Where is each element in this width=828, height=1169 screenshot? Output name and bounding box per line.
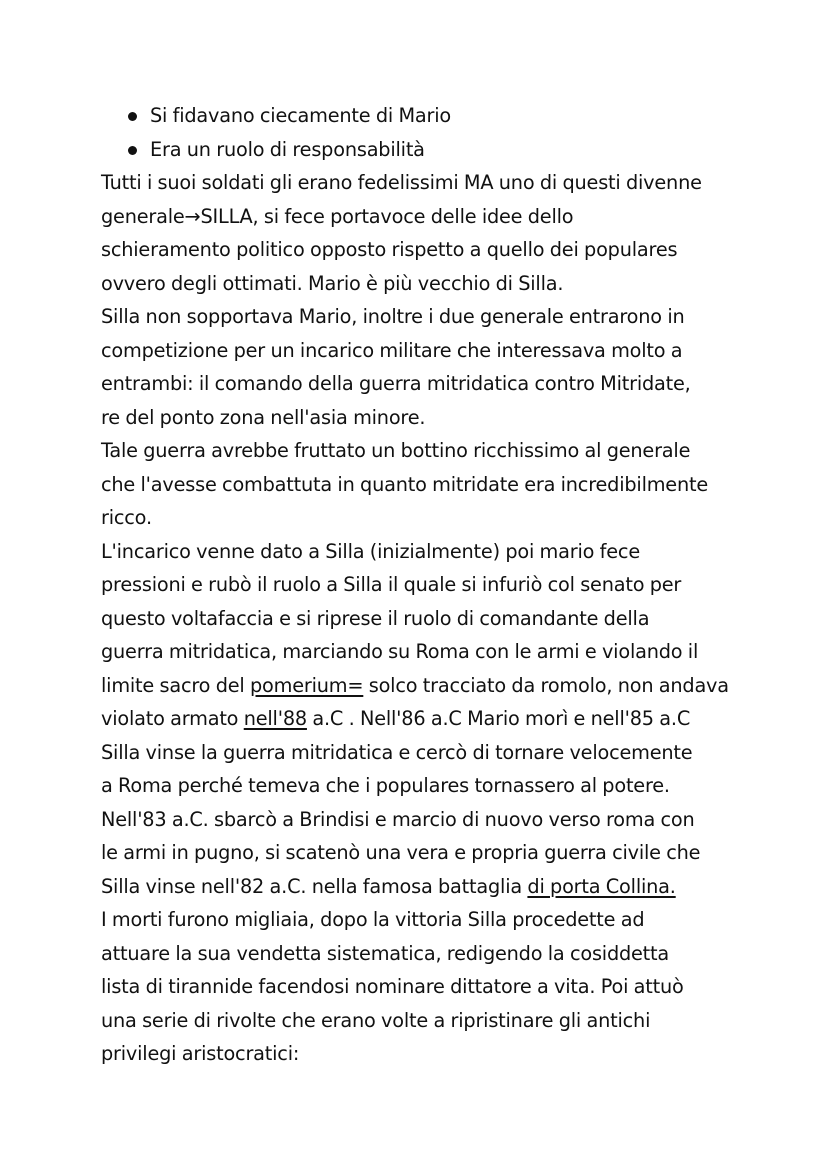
list-item xyxy=(128,99,761,133)
text-line: competizione per un incarico militare che interessava molto a xyxy=(101,338,683,362)
text-line: entrambi: il comando della guerra mitridatica contro Mitridate, xyxy=(101,372,691,395)
bullet-dot-icon xyxy=(128,146,137,155)
bullet-text: Si fidavano ciecamente di Mario xyxy=(150,104,452,127)
text-line: guerra mitridatica, marciando su Roma con le armi e violando il xyxy=(101,640,699,663)
text-segment: solco tracciato da romolo, non andava xyxy=(363,673,729,697)
text-line xyxy=(101,702,761,736)
text-line: Nell'83 a.C. sbarcò a Brindisi e marcio di nuovo verso roma con xyxy=(101,807,695,831)
text-line: schieramento politico opposto rispetto a quello dei populares xyxy=(101,238,678,261)
underlined-term-nell88: nell'88 xyxy=(243,707,307,730)
text-line: questo voltafaccia e si riprese il ruolo di comandante della xyxy=(101,606,650,630)
text-line: generale→SILLA, si fece portavoce delle idee dello xyxy=(101,204,574,228)
text-segment: limite sacro del xyxy=(101,673,250,697)
text-line: pressioni e rubò il ruolo a Silla il quale si infuriò col senato per xyxy=(101,573,682,596)
text-line: Tale guerra avrebbe fruttato un bottino ricchissimo al generale xyxy=(101,439,691,462)
text-segment: violato armato xyxy=(101,707,244,730)
text-segment: a.C . Nell'86 a.C Mario morì e nell'85 a.C xyxy=(306,707,691,730)
text-line xyxy=(101,669,761,703)
underlined-term-pomerium: pomerium= xyxy=(249,673,364,697)
document-body xyxy=(101,99,761,1071)
text-line: ovvero degli ottimati. Mario è più vecchio di Silla. xyxy=(101,271,564,295)
text-line: L'incarico venne dato a Silla (inizialmente) poi mario fece xyxy=(101,539,640,563)
text-line: a Roma perché temeva che i populares tornassero al potere. xyxy=(101,774,670,797)
text-line: I morti furono migliaia, dopo la vittoria Silla procedette ad xyxy=(101,908,645,931)
text-line: lista di tirannide facendosi nominare dittatore a vita. Poi attuò xyxy=(101,975,684,998)
text-line xyxy=(101,870,761,904)
text-line: Silla non sopportava Mario, inoltre i due generale entrarono in xyxy=(101,305,685,328)
text-line: le armi in pugno, si scatenò una vera e propria guerra civile che xyxy=(101,841,701,864)
text-line: privilegi aristocratici: xyxy=(101,1042,300,1065)
bullet-list xyxy=(101,99,761,166)
text-line: che l'avesse combattuta in quanto mitridate era incredibilmente xyxy=(101,472,709,496)
text-line: ricco. xyxy=(101,506,152,529)
paragraph xyxy=(101,166,761,1071)
text-line: re del ponto zona nell'asia minore. xyxy=(101,405,426,429)
bullet-text: Era un ruolo di responsabilità xyxy=(150,137,425,161)
text-line: Tutti i suoi soldati gli erano fedelissimi MA uno di questi divenne xyxy=(101,171,702,194)
text-line: una serie di rivolte che erano volte a ripristinare gli antichi xyxy=(101,1008,651,1032)
list-item xyxy=(128,133,761,167)
text-segment: Silla vinse nell'82 a.C. nella famosa battaglia xyxy=(101,874,528,898)
underlined-term-porta-collina: di porta Collina. xyxy=(527,874,676,898)
bullet-dot-icon xyxy=(128,112,137,121)
text-line: attuare la sua vendetta sistematica, redigendo la cosiddetta xyxy=(101,941,670,965)
text-line: Silla vinse la guerra mitridatica e cercò di tornare velocemente xyxy=(101,740,693,764)
